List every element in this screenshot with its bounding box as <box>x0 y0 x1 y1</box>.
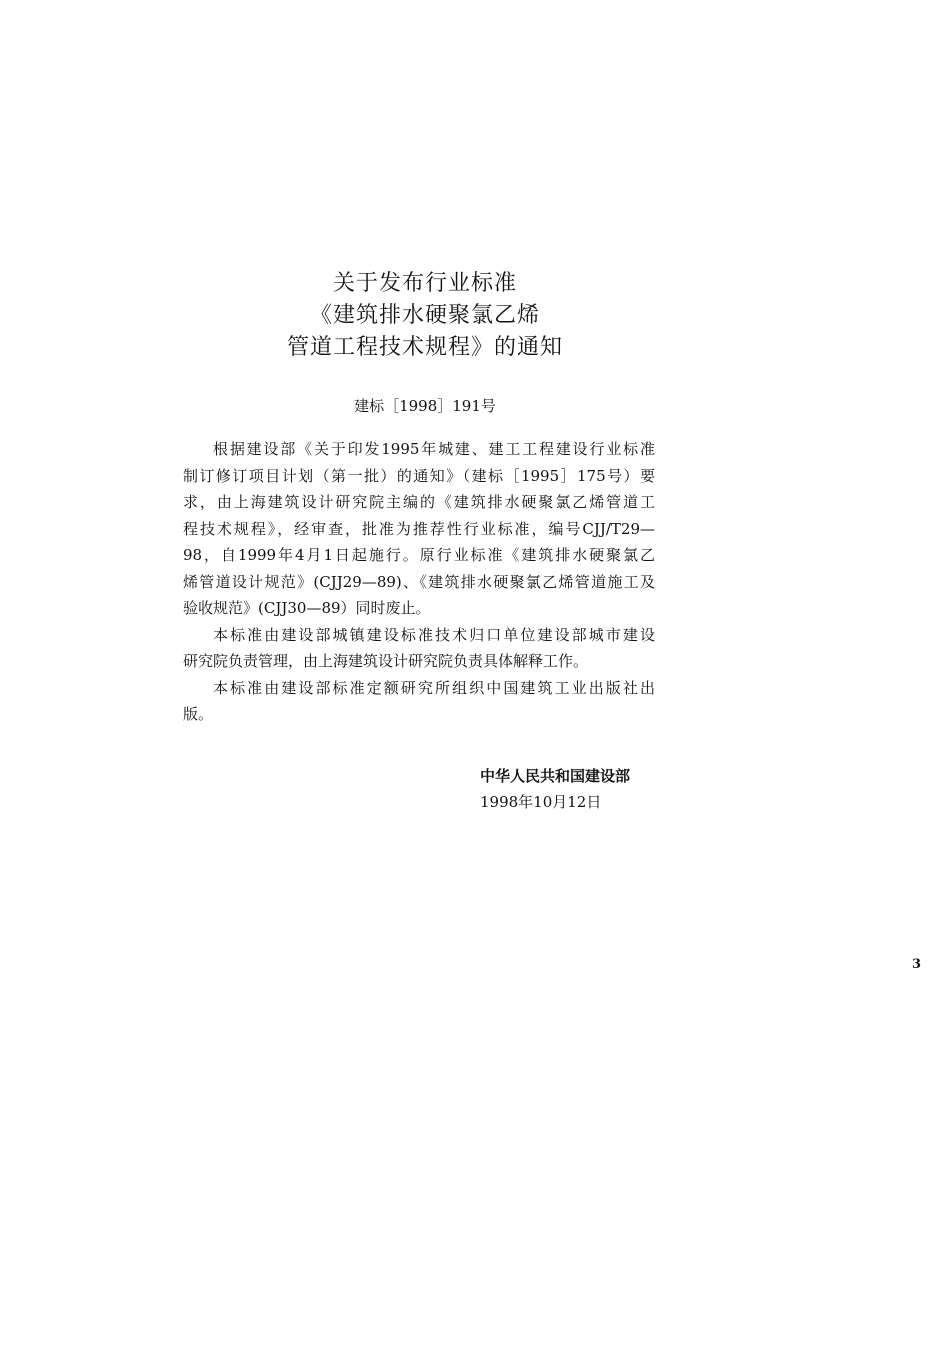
title-line-2: 《建筑排水硬聚氯乙烯 <box>309 303 540 328</box>
issue-date: 1998年10月12日 <box>480 793 602 811</box>
document-number: 建标［1998］191号 <box>354 397 496 415</box>
body-line-7: 验收规范》(CJJ30—89）同时废止。 <box>183 599 431 617</box>
body-line-8: 本标准由建设部城镇建设标准技术归口单位建设部城市建设 <box>213 625 655 644</box>
title-line-3: 管道工程技术规程》的通知 <box>286 335 563 360</box>
body-line-11: 版。 <box>183 705 214 723</box>
body-line-5: 98，自1999年4月1日起施行。原行业标准《建筑排水硬聚氯乙 <box>183 546 655 564</box>
body-line-6: 烯管道设计规范》(CJJ29—89)、《建筑排水硬聚氯乙烯管道施工及 <box>183 572 655 591</box>
notice-title <box>250 268 600 364</box>
body-line-10: 本标准由建设部标准定额研究所组织中国建筑工业出版社出 <box>213 678 655 697</box>
notice-body <box>183 436 655 728</box>
body-line-1: 根据建设部《关于印发1995年城建、建工工程建设行业标准 <box>213 440 655 458</box>
body-line-9: 研究院负责管理，由上海建筑设计研究院负责具体解释工作。 <box>183 652 589 670</box>
title-line-1: 关于发布行业标准 <box>332 271 517 296</box>
page-number: 3 <box>912 957 922 972</box>
issuing-authority: 中华人民共和国建设部 <box>480 767 631 785</box>
body-line-4: 程技术规程》，经审查，批准为推荐性行业标准，编号CJJ/T29— <box>183 519 655 538</box>
body-line-3: 求，由上海建筑设计研究院主编的《建筑排水硬聚氯乙烯管道工 <box>183 493 655 511</box>
body-line-2: 制订修订项目计划（第一批）的通知》（建标［1995］175号）要 <box>183 466 655 485</box>
